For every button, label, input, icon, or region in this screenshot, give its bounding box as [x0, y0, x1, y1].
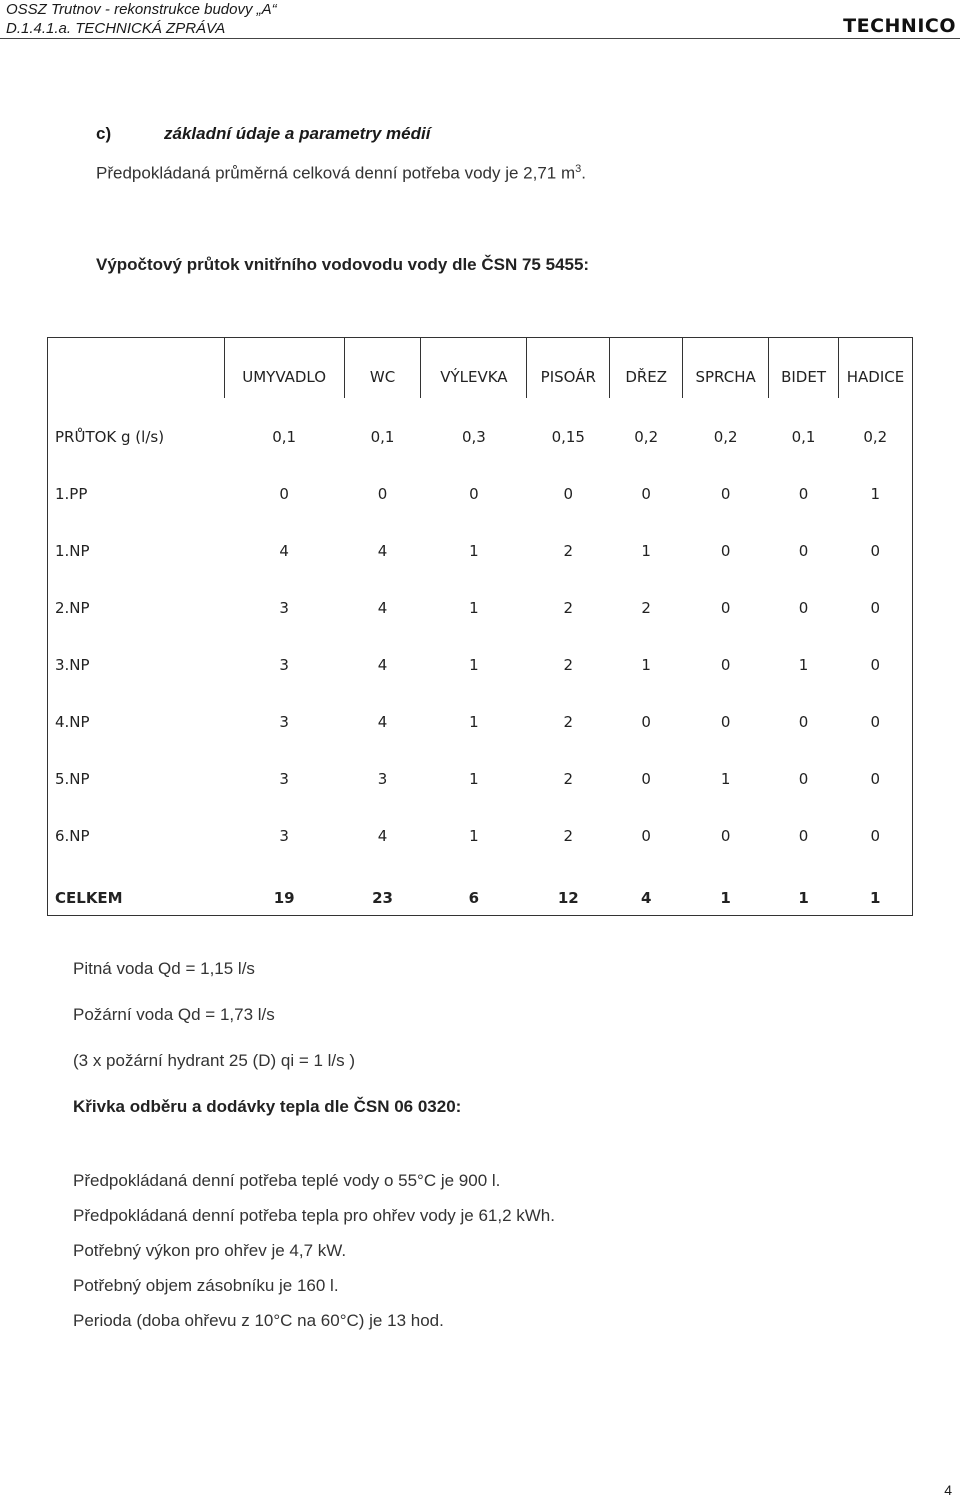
column-header: DŘEZ: [610, 338, 683, 399]
table-cell: 4: [377, 656, 388, 674]
column-header: BIDET: [769, 338, 839, 399]
header-project-title: OSSZ Trutnov - rekonstrukce budovy „A“: [6, 1, 277, 18]
drinking-water-flow: Pitná voda Qd = 1,15 l/s: [73, 959, 255, 978]
table-cell: 1: [641, 656, 651, 674]
row-label: 5.NP: [55, 770, 90, 788]
row-label: 1.NP: [55, 542, 90, 560]
table-cell: 2: [563, 656, 574, 674]
table-cell: 0: [870, 599, 881, 617]
table-cell: 0: [870, 713, 881, 731]
total-cell: 23: [372, 889, 393, 907]
column-header: HADICE: [839, 338, 913, 399]
page-number: 4: [944, 1482, 952, 1498]
table-cell: 0: [720, 656, 731, 674]
header-corner-cell: [48, 338, 225, 399]
table-cell: 2: [563, 770, 574, 788]
total-row: [48, 857, 913, 916]
table-cell: 2: [563, 599, 574, 617]
table-row: [48, 572, 913, 629]
table-cell: 0: [469, 485, 479, 503]
table-cell: 0: [798, 599, 809, 617]
column-header: WC: [344, 338, 421, 399]
table-cell: 0: [279, 485, 289, 503]
table-cell: 0: [720, 599, 731, 617]
intro-end: .: [581, 163, 586, 183]
table-cell: 0,1: [272, 428, 297, 446]
row-label: 4.NP: [55, 713, 90, 731]
table-cell: 0,15: [551, 428, 585, 446]
intro-superscript: 3: [575, 163, 582, 175]
table-cell: 3: [279, 713, 289, 731]
flow-rate-row: [48, 398, 913, 458]
water-demand-text: [96, 163, 586, 184]
table-cell: 0: [563, 485, 574, 503]
table-row: [48, 629, 913, 686]
table-cell: 0: [870, 542, 881, 560]
column-header: SPRCHA: [683, 338, 769, 399]
parameter-line: Potřebný výkon pro ohřev je 4,7 kW.: [73, 1241, 347, 1260]
table-header-row: [48, 338, 913, 399]
table-row: [48, 686, 913, 743]
water-flow-notes: [73, 957, 461, 1141]
total-cell: 12: [557, 889, 579, 907]
table-cell: 1: [469, 770, 479, 788]
total-cell: 1: [870, 889, 881, 907]
table-cell: 2: [641, 599, 651, 617]
table-cell: 0: [798, 542, 809, 560]
row-label: CELKEM: [55, 889, 123, 907]
total-cell: 4: [640, 889, 652, 907]
table-cell: 0: [720, 713, 731, 731]
section-title: základní údaje a parametry médií: [164, 124, 431, 143]
table-cell: 0: [798, 827, 809, 845]
table-cell: 1: [798, 656, 809, 674]
document-header: [6, 0, 277, 38]
table-cell: 1: [870, 485, 881, 503]
total-cell: 19: [273, 889, 295, 907]
flow-table: [47, 337, 913, 916]
column-header: UMYVADLO: [224, 338, 344, 399]
table-cell: 1: [720, 770, 731, 788]
table-cell: 0: [377, 485, 388, 503]
table-cell: 0: [798, 485, 809, 503]
parameter-line: Předpokládaná denní potřeba tepla pro ohřev vody je 61,2 kWh.: [73, 1206, 555, 1225]
table-cell: 0,2: [863, 428, 888, 446]
table-cell: 4: [279, 542, 289, 560]
column-header: VÝLEVKA: [421, 338, 527, 399]
header-document-code: D.1.4.1.a. TECHNICKÁ ZPRÁVA: [6, 20, 226, 37]
table-cell: 0: [641, 770, 651, 788]
parameter-line: Potřebný objem zásobníku je 160 l.: [73, 1276, 339, 1295]
table-cell: 0: [798, 713, 809, 731]
table-cell: 0,1: [370, 428, 395, 446]
table-cell: 0: [870, 827, 881, 845]
table-cell: 0: [720, 542, 731, 560]
row-label: 6.NP: [55, 827, 90, 845]
table-row: [48, 800, 913, 857]
table-cell: 4: [377, 713, 388, 731]
row-label: 2.NP: [55, 599, 90, 617]
table-cell: 2: [563, 713, 574, 731]
table-cell: 3: [377, 770, 388, 788]
intro-text: Předpokládaná průměrná celková denní potřeba vody je 2,71 m: [96, 163, 576, 183]
table-cell: 1: [641, 542, 651, 560]
row-label: PRŮTOK g (l/s): [55, 428, 165, 446]
heat-curve-heading: Křivka odběru a dodávky tepla dle ČSN 06 0320:: [73, 1097, 462, 1116]
table-cell: 3: [279, 656, 289, 674]
table-cell: 0: [870, 770, 881, 788]
table-cell: 0,1: [791, 428, 816, 446]
section-heading: [96, 124, 430, 144]
table-cell: 1: [469, 827, 479, 845]
table-row: [48, 743, 913, 800]
parameter-line: Předpokládaná denní potřeba teplé vody o 55°C je 900 l.: [73, 1171, 501, 1190]
company-logo: TECHNICO: [843, 15, 956, 37]
table-cell: 3: [279, 770, 289, 788]
table-cell: 1: [469, 599, 479, 617]
table-cell: 2: [563, 542, 574, 560]
row-label: 3.NP: [55, 656, 90, 674]
fire-water-flow: Požární voda Qd = 1,73 l/s: [73, 1005, 275, 1024]
row-label: 1.PP: [55, 485, 88, 503]
table-cell: 0: [720, 485, 731, 503]
calculation-title: Výpočtový průtok vnitřního vodovodu vody dle ČSN 75 5455:: [96, 255, 590, 274]
table-cell: 0: [870, 656, 881, 674]
table-cell: 4: [377, 542, 388, 560]
hydrant-note: (3 x požární hydrant 25 (D) qi = 1 l/s ): [73, 1051, 356, 1070]
total-cell: 1: [798, 889, 809, 907]
table-row: [48, 515, 913, 572]
total-cell: 1: [720, 889, 731, 907]
table-cell: 1: [469, 542, 479, 560]
table-cell: 1: [469, 713, 479, 731]
table-cell: 3: [279, 599, 289, 617]
table-cell: 0: [720, 827, 731, 845]
table-cell: 4: [377, 599, 388, 617]
table-cell: 0: [641, 827, 651, 845]
table-cell: 0,3: [461, 428, 486, 446]
table-cell: 0: [641, 485, 651, 503]
parameter-line: Perioda (doba ohřevu z 10°C na 60°C) je 13 hod.: [73, 1311, 444, 1330]
table-cell: 0: [641, 713, 651, 731]
table-cell: 0,2: [634, 428, 659, 446]
table-cell: 0: [798, 770, 809, 788]
table-cell: 0,2: [713, 428, 738, 446]
table-cell: 3: [279, 827, 289, 845]
table-cell: 1: [469, 656, 479, 674]
header-divider: [0, 38, 960, 39]
table-cell: 4: [377, 827, 388, 845]
column-header: PISOÁR: [527, 338, 610, 399]
total-cell: 6: [468, 889, 480, 907]
section-letter: c): [96, 124, 112, 143]
table-row: [48, 458, 913, 515]
table-cell: 2: [563, 827, 574, 845]
hot-water-parameters: [73, 1169, 555, 1344]
